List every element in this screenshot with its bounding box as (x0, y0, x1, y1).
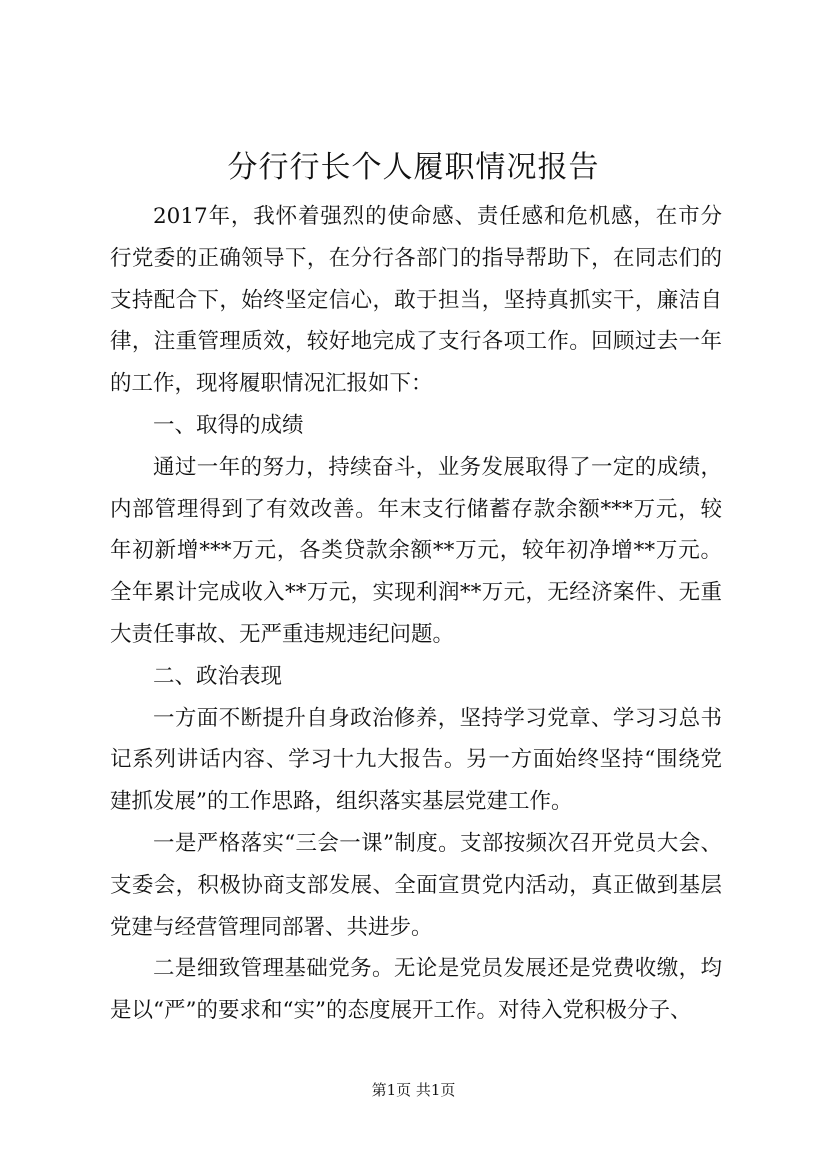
page-number-footer: 第1页 共1页 (371, 1081, 456, 1099)
document-title: 分行行长个人履职情况报告 (227, 150, 600, 185)
document-body (110, 196, 722, 1032)
paragraph-intro: 2017年，我怀着强烈的使命感、责任感和危机感，在市分行党委的正确领导下，在分行各部门的指导帮助下，在同志们的支持配合下，始终坚定信心，敢于担当，坚持真抓实干，廉洁自律，注重管理质效，较好地完成了支行各项工作。回顾过去一年的工作，现将履职情况汇报如下： (110, 204, 722, 397)
paragraph-point-one: 一是严格落实“三会一课”制度。支部按频次召开党员大会、支委会，积极协商支部发展、全面宣贯党内活动，真正做到基层党建与经营管理同部署、共进步。 (110, 830, 722, 940)
section-heading-achievements: 一、取得的成绩 (153, 412, 304, 438)
paragraph-point-two: 二是细致管理基础党务。无论是党员发展还是党费收缴，均是以“严”的要求和“实”的态度展开工作。对待入党积极分子、 (110, 956, 722, 1024)
paragraph-achievements: 通过一年的努力，持续奋斗，业务发展取得了一定的成绩，内部管理得到了有效改善。年末支行储蓄存款余额***万元，较年初新增***万元，各类贷款余额**万元，较年初净增**万元。全年累计完成收入**万元，实现利润**万元，无经济案件、无重大责任事故、无严重违规违纪问题。 (110, 454, 722, 647)
paragraph-political: 一方面不断提升自身政治修养，坚持学习党章、学习习总书记系列讲话内容、学习十九大报告。另一方面始终坚持“围绕党建抓发展”的工作思路，组织落实基层党建工作。 (110, 705, 722, 815)
section-heading-political: 二、政治表现 (153, 663, 283, 689)
